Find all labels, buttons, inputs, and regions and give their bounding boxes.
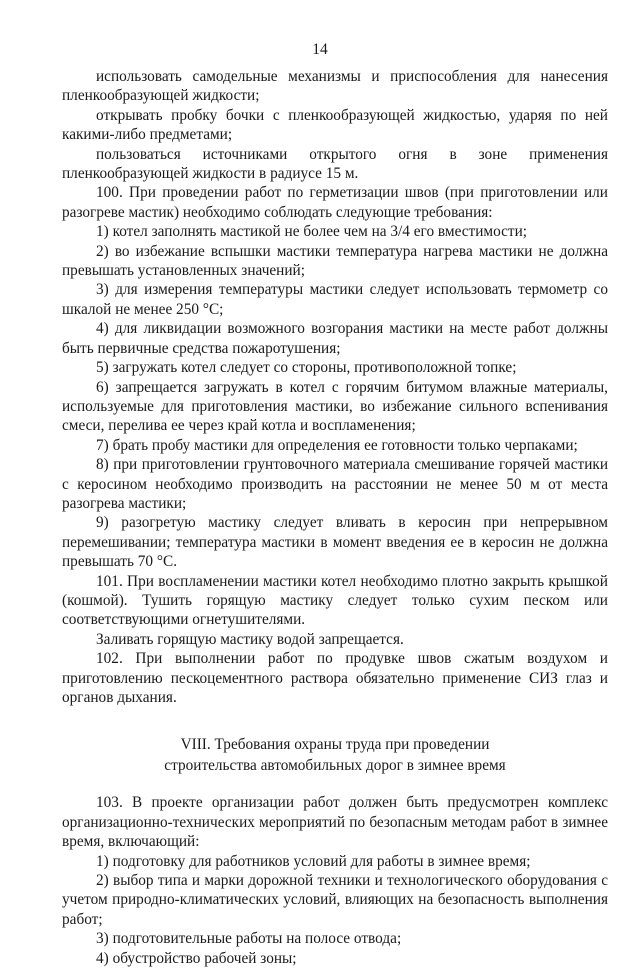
- list-item: 4) обустройство рабочей зоны;: [96, 949, 297, 967]
- list-item: 9) разогретую мастику следует вливать в керосин при непрерывном перемешивании; температура мастики в момент введения ее в керосин не должна превышать 70 °С.: [62, 514, 608, 571]
- list-item: 8) при приготовлении грунтовочного материала смешивание горячей мастики с керосином необходимо производить на расстоянии не менее 50 м от места разогрева мастики;: [62, 456, 608, 512]
- paragraph: Заливать горящую мастику водой запрещается.: [96, 630, 404, 648]
- list-item: 2) выбор типа и марки дорожной техники и технологического оборудования с учетом природно-климатических условий, влияющих на безопасность выполнения работ;: [62, 872, 608, 928]
- document-body: [62, 67, 608, 968]
- paragraph: пользоваться источниками открытого огня в зоне применения пленкообразующей жидкости в радиусе 15 м.: [62, 145, 608, 183]
- list-item: 2) во избежание вспышки мастики температура нагрева мастики не должна превышать установленных значений;: [62, 242, 608, 280]
- list-item: 6) запрещается загружать в котел с горячим битумом влажные материалы, используемые для приготовления мастики, во избежание сильного вспенивания смеси, перелива ее через край котла и воспламенения;: [62, 378, 608, 435]
- paragraph-clause-102: 102. При выполнении работ по продувке швов сжатым воздухом и приготовлению пескоцементного раствора обязательно применение СИЗ глаз и органов дыхания.: [62, 650, 608, 706]
- paragraph-clause-100: 100. При проведении работ по герметизации швов (при приготовлении или разогреве мастик) необходимо соблюдать следующие требования:: [62, 184, 608, 221]
- section-heading: [62, 734, 608, 776]
- section-heading-line: VIII. Требования охраны труда при проведении: [180, 736, 490, 754]
- list-item: 1) подготовку для работников условий для работы в зимнее время;: [96, 852, 531, 870]
- paragraph: использовать самодельные механизмы и приспособления для нанесения пленкообразующей жидкости;: [62, 68, 608, 105]
- list-item: 4) для ликвидации возможного возгорания мастики на месте работ должны быть первичные средства пожаротушения;: [62, 320, 608, 357]
- paragraph: открывать пробку бочки с пленкообразующей жидкостью, ударяя по ней какими-либо предметами;: [62, 106, 608, 144]
- list-item: 3) подготовительные работы на полосе отвода;: [96, 930, 402, 948]
- section-heading-line: строительства автомобильных дорог в зимнее время: [164, 757, 506, 775]
- list-item: 3) для измерения температуры мастики следует использовать термометр со шкалой не менее 250 °С;: [62, 281, 608, 318]
- list-item: 5) загружать котел следует со стороны, противоположной топке;: [96, 359, 517, 377]
- paragraph-clause-101: 101. При воспламенении мастики котел необходимо плотно закрыть крышкой (кошмой). Тушить горящую мастику следует только сухим песком или соответствующими огнетушителями.: [62, 572, 608, 629]
- list-item: 7) брать пробу мастики для определения ее готовности только черпаками;: [96, 436, 578, 454]
- list-item: 1) котел заполнять мастикой не более чем на 3/4 его вместимости;: [96, 223, 528, 241]
- page-number: 14: [312, 41, 328, 58]
- paragraph-clause-103: 103. В проекте организации работ должен быть предусмотрен комплекс организационно-технических мероприятий по безопасным методам работ в зимнее время, включающий:: [62, 794, 608, 851]
